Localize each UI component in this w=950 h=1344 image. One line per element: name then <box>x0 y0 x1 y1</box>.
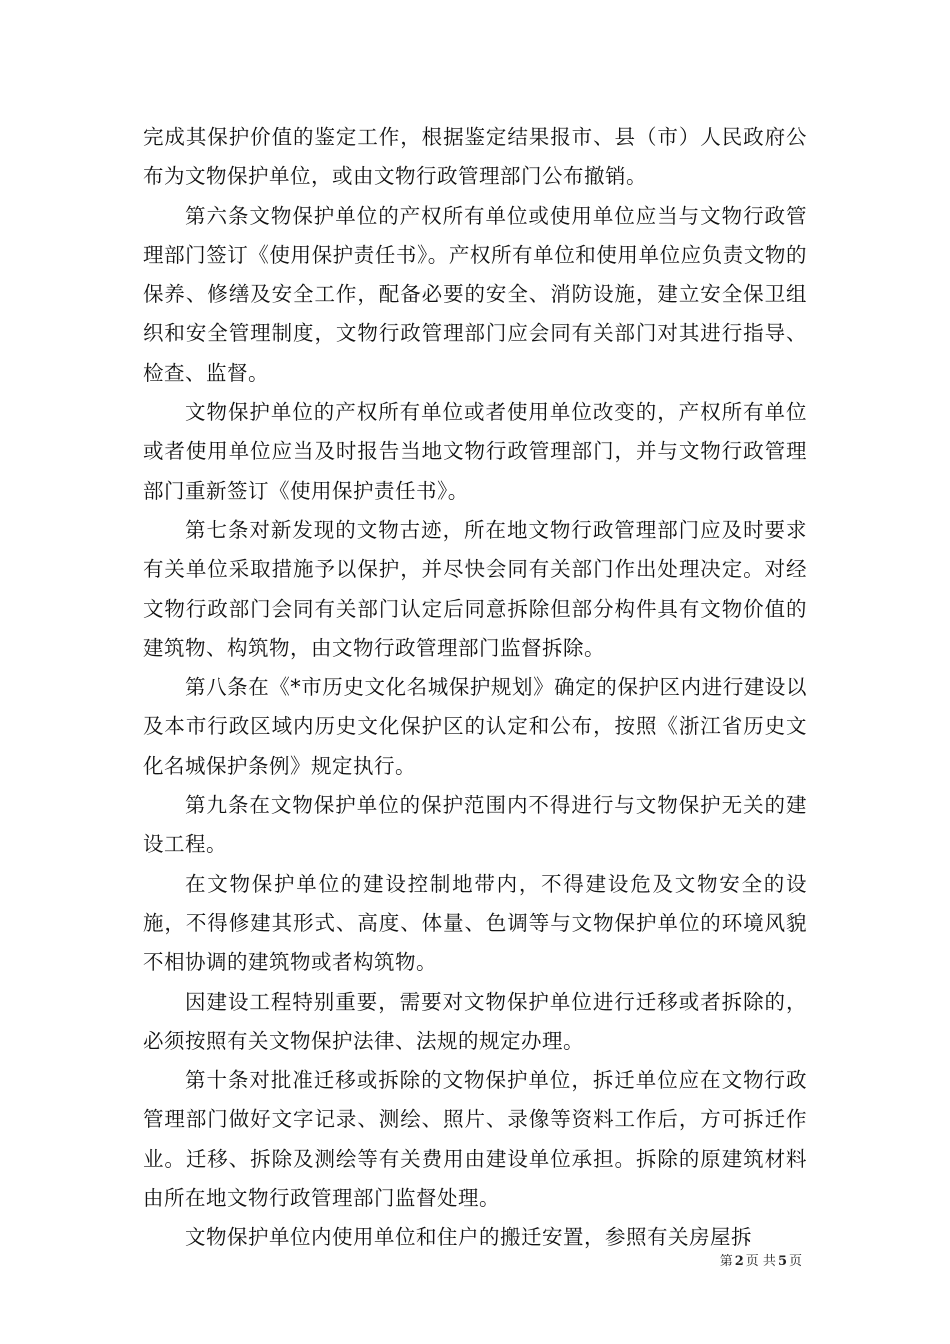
paragraph-4: 第七条对新发现的文物古迹，所在地文物行政管理部门应及时要求有关单位采取措施予以保护，并尽快会同有关部门作出处理决定。对经文物行政部门会同有关部门认定后同意拆除但部分构件具有文物价值的建筑物、构筑物，由文物行政管理部门监督拆除。 <box>143 517 807 660</box>
footer-middle: 页 共 <box>745 1254 776 1269</box>
page-number-footer <box>720 1250 802 1269</box>
paragraph-10: 文物保护单位内使用单位和住户的搬迁安置，参照有关房屋拆 <box>185 1225 753 1250</box>
paragraph-8: 因建设工程特别重要，需要对文物保护单位进行迁移或者拆除的，必须按照有关文物保护法律、法规的规定办理。 <box>143 989 807 1053</box>
document-body <box>143 118 807 1258</box>
paragraph-7: 在文物保护单位的建设控制地带内，不得建设危及文物安全的设施，不得修建其形式、高度、体量、色调等与文物保护单位的环境风貌不相协调的建筑物或者构筑物。 <box>143 871 807 975</box>
total-pages-number: 5 <box>777 1254 787 1269</box>
footer-prefix: 第 <box>719 1254 733 1269</box>
footer-suffix: 页 <box>788 1254 802 1269</box>
paragraph-3: 文物保护单位的产权所有单位或者使用单位改变的，产权所有单位或者使用单位应当及时报告当地文物行政管理部门，并与文物行政管理部门重新签订《使用保护责任书》。 <box>143 400 807 503</box>
paragraph-9: 第十条对批准迁移或拆除的文物保护单位，拆迁单位应在文物行政管理部门做好文字记录、测绘、照片、录像等资料工作后，方可拆迁作业。迁移、拆除及测绘等有关费用由建设单位承担。拆除的原建筑材料由所在地文物行政管理部门监督处理。 <box>143 1068 807 1211</box>
paragraph-1: 完成其保护价值的鉴定工作，根据鉴定结果报市、县（市）人民政府公布为文物保护单位，或由文物行政管理部门公布撤销。 <box>143 125 807 189</box>
paragraph-6: 第九条在文物保护单位的保护范围内不得进行与文物保护无关的建设工程。 <box>143 793 807 857</box>
paragraph-2: 第六条文物保护单位的产权所有单位或使用单位应当与文物行政管理部门签订《使用保护责任书》。产权所有单位和使用单位应负责文物的保养、修缮及安全工作，配备必要的安全、消防设施，建立安全保卫组织和安全管理制度，文物行政管理部门应会同有关部门对其进行指导、检查、监督。 <box>143 203 807 385</box>
paragraph-5: 第八条在《*市历史文化名城保护规划》确定的保护区内进行建设以及本市行政区域内历史文化保护区的认定和公布，按照《浙江省历史文化名城保护条例》规定执行。 <box>143 675 807 778</box>
current-page-number: 2 <box>734 1254 744 1269</box>
